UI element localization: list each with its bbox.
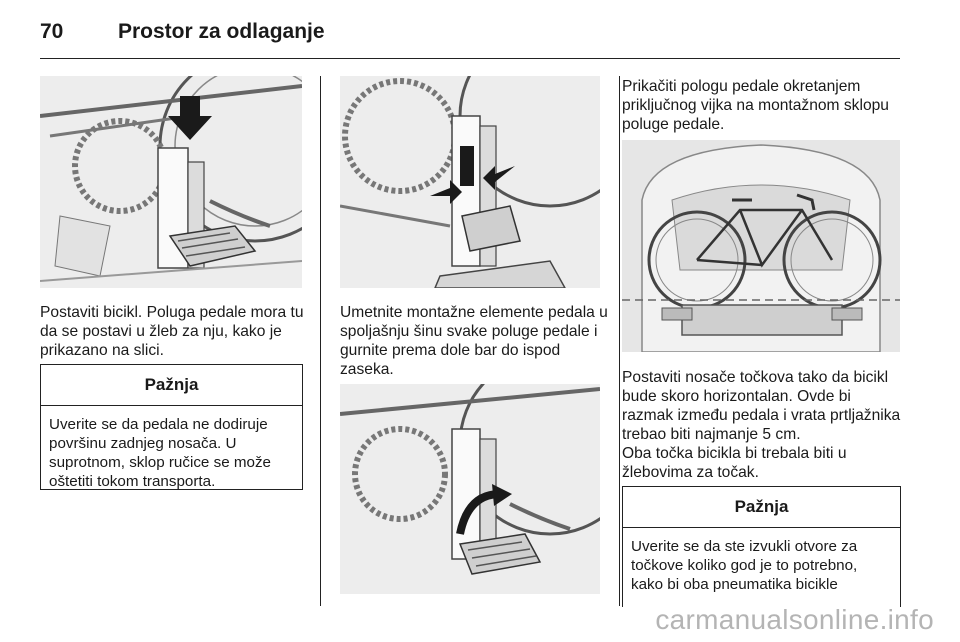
pedal-clamp-drawing [340,384,600,594]
mounting-elements-illustration [340,76,600,288]
column-divider-1 [320,76,321,606]
page-header [40,14,920,54]
mounting-elements-drawing [340,76,600,288]
column3-notice [622,486,901,607]
pedal-in-slot-illustration [40,76,302,288]
bike-on-carrier-drawing [622,140,900,352]
pedal-clamp-illustration [340,384,600,594]
header-divider [40,58,900,59]
column1-notice [40,364,303,490]
notice-title: Pažnja [41,365,302,406]
notice-title: Pažnja [623,487,900,528]
bike-on-carrier-illustration [622,140,900,352]
notice-body: Uverite se da ste izvukli otvore za točkove koliko god je to potrebno, kako bi oba pneumatika bicikle [631,538,858,593]
page-title: Prostor za odlaganje [118,20,325,43]
column1-paragraph: Postaviti bicikl. Poluga pedale mora tu da se postavi u žleb za nju, kako je prikazano na slici. [40,304,304,359]
page-number: 70 [40,20,64,43]
column2-paragraph: Umetnite montažne elemente pedala u spoljašnju šinu svake poluge pedale i gurnite prema dole bar do ispod zaseka. [340,304,608,378]
column3-paragraph-2: Postaviti nosače točkova tako da bicikl bude skoro horizontalan. Ovde bi razmak između pedala i vrata prtljažnika trebao biti najmanje 5 cm. [622,369,901,443]
column-divider-2 [619,76,620,606]
column3-paragraph-3: Oba točka bicikla bi trebala biti u žlebovima za točak. [622,445,847,481]
column3-paragraph-1: Prikačiti pologu pedale okretanjem priključnog vijka na montažnom sklopu poluge pedale. [622,78,889,133]
pedal-in-slot-drawing [40,76,302,288]
watermark-text: carmanualsonline.info [655,604,934,635]
notice-body: Uverite se da pedala ne dodiruje površinu zadnjeg nosača. U suprotnom, sklop ručice se može oštetiti tokom transporta. [49,416,271,490]
